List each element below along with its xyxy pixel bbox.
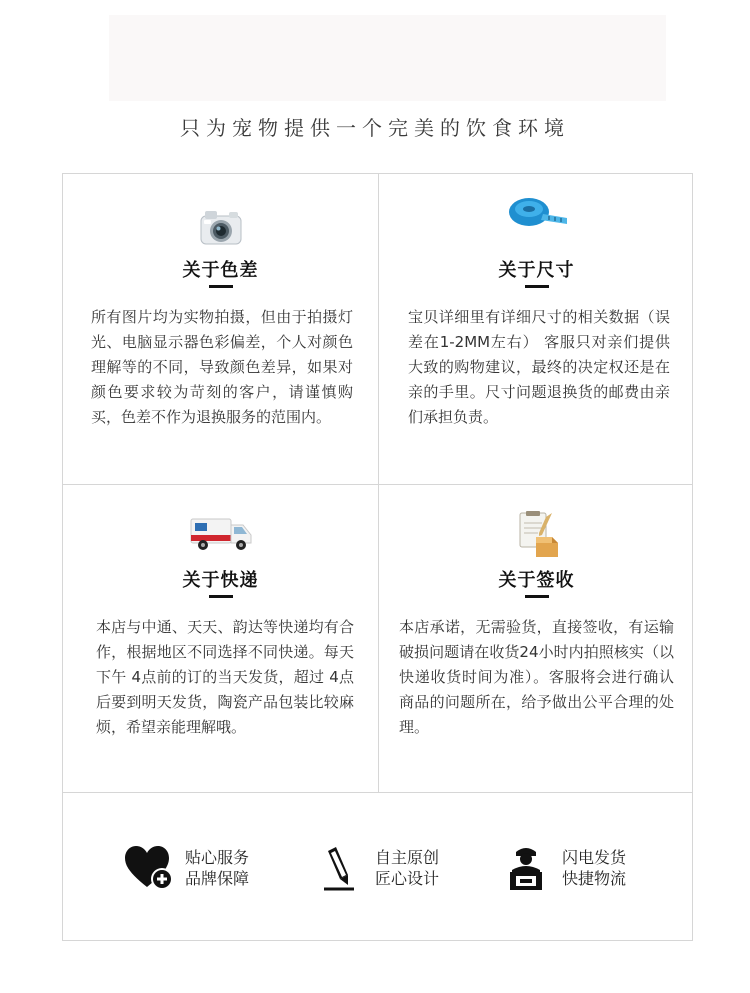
card-title: 关于签收	[498, 570, 575, 591]
title-underline	[209, 595, 233, 598]
camera-icon	[63, 206, 378, 258]
feature-line-2: 快捷物流	[562, 869, 627, 888]
top-banner	[109, 15, 666, 101]
tagline: 只为宠物提供一个完美的饮食环境	[180, 116, 570, 140]
title-underline	[525, 595, 549, 598]
feature-line-2: 匠心设计	[375, 869, 440, 888]
card-title: 关于色差	[182, 260, 259, 281]
card-signoff	[379, 485, 694, 795]
heart-plus-icon	[123, 843, 175, 893]
card-title: 关于快递	[182, 570, 259, 591]
card-color-difference	[63, 174, 378, 484]
title-underline	[525, 285, 549, 288]
clipboard-box-icon	[379, 509, 694, 561]
feature-line-1: 自主原创	[375, 848, 440, 867]
feature-service	[123, 843, 249, 893]
feature-line-2: 品牌保障	[185, 869, 250, 888]
feature-line-1: 贴心服务	[185, 848, 250, 867]
tape-measure-icon	[379, 192, 694, 244]
card-body: 所有图片均为实物拍摄，但由于拍摄灯光、电脑显示器色彩偏差，个人对颜色理解等的不同，导致颜色差异，如果对颜色要求较为苛刻的客户，请谨慎购买，色差不作为退换服务的范围内。	[91, 308, 353, 426]
courier-icon	[500, 843, 552, 893]
card-body: 宝贝详细里有详细尺寸的相关数据（误差在1-2MM左右） 客服只对亲们提供大致的购物建议，最终的决定权还是在亲的手里。尺寸问题退换货的邮费由亲们承担负责。	[408, 308, 670, 426]
feature-line-1: 闪电发货	[562, 848, 627, 867]
delivery-truck-icon	[63, 513, 378, 565]
card-size	[379, 174, 694, 484]
card-body: 本店与中通、天天、韵达等快递均有合作，根据地区不同选择不同快递。每天下午 4点前的订的当天发货，超过 4点后要到明天发货，陶瓷产品包装比较麻烦，希望亲能理解哦。	[96, 618, 354, 736]
feature-shipping	[500, 843, 626, 893]
service-features	[62, 793, 693, 941]
card-body: 本店承诺，无需验货，直接签收，有运输破损问题请在收货24小时内拍照核实（以快递收货时间为准）。客服将会进行确认商品的问题所在，给予做出公平合理的处理。	[399, 618, 674, 736]
feature-original	[313, 843, 439, 893]
title-underline	[209, 285, 233, 288]
pencil-icon	[313, 843, 365, 893]
info-grid	[62, 173, 693, 793]
card-express	[63, 485, 378, 795]
card-title: 关于尺寸	[498, 260, 575, 281]
